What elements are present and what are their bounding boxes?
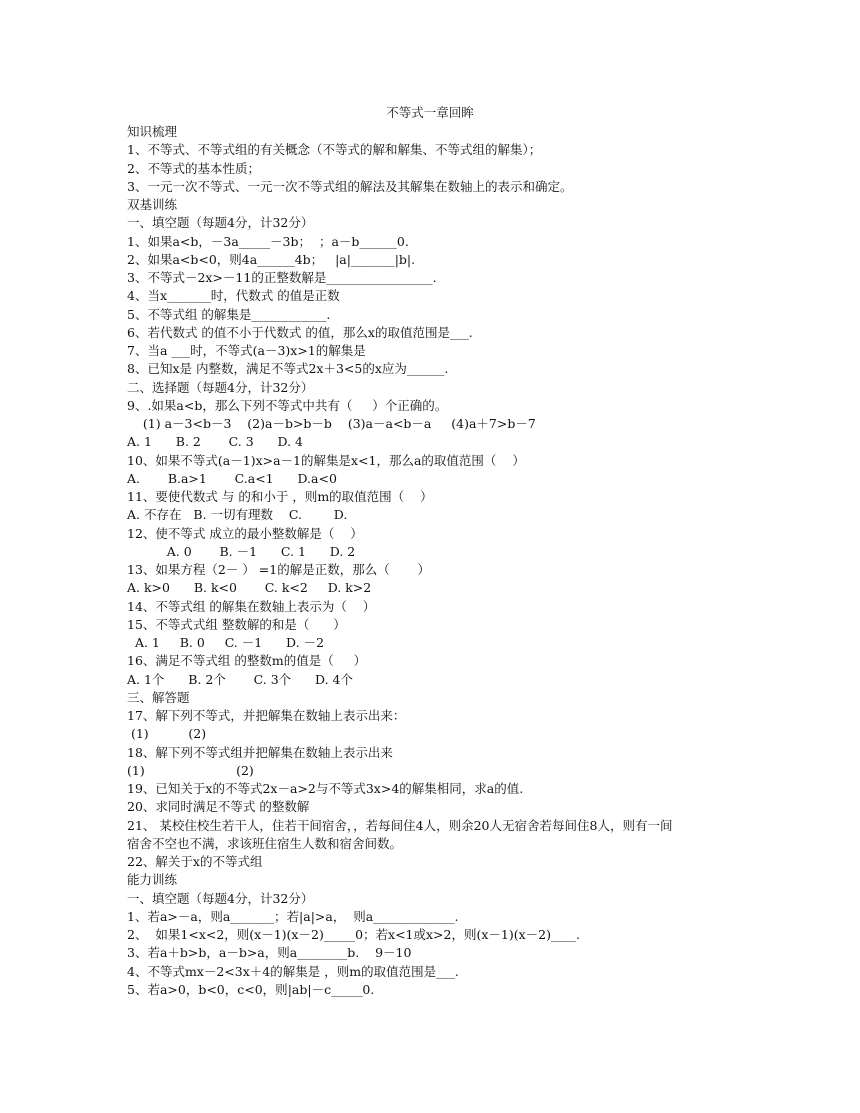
text-line: A. 1个 B. 2个 C. 3个 D. 4个: [127, 671, 354, 687]
text-line: 宿舍不空也不满，求该班住宿生人数和宿舍间数。: [127, 835, 403, 851]
text-line: (1) a－3<b－3 (2)a－b>b－b (3)a－a<b－a (4)a＋7>b－7: [127, 416, 536, 431]
text-line: 知识梳理: [127, 124, 178, 139]
text-line: 12、使不等式 成立的最小整数解是（ ）: [127, 525, 363, 541]
text-line: 22、解关于x的不等式组: [127, 854, 263, 869]
text-line: 3、若a＋b>b，a－b>a，则a________b. 9－10: [127, 945, 412, 961]
text-line: 2、不等式的基本性质；: [127, 160, 260, 176]
text-line: 10、如果不等式(a－1)x>a－1的解集是x<1，那么a的取值范围（ ）: [127, 452, 525, 468]
text-line: 11、要使代数式 与 的和小于 ，则m的取值范围（ ）: [127, 489, 433, 504]
text-line: 3、不等式－2x>－11的正整数解是_________________.: [127, 270, 437, 285]
text-line: 14、不等式组 的解集在数轴上表示为（ ）: [127, 598, 376, 614]
text-line: 6、若代数式 的值不小于代数式 的值，那么x的取值范围是___.: [127, 324, 473, 340]
text-line: A. 1 B. 0 C. －1 D. －2: [127, 635, 325, 650]
text-line: 能力训练: [127, 872, 178, 888]
text-line: 3、一元一次不等式、一元一次不等式组的解法及其解集在数轴上的表示和确定。: [127, 178, 573, 194]
document-title: 不等式一章回眸: [386, 105, 474, 120]
text-line: 17、解下列不等式，并把解集在数轴上表示出来：: [127, 708, 406, 723]
text-line: 16、满足不等式组 的整数m的值是（ ）: [127, 653, 367, 669]
text-line: 1、如果a<b，－3a_____－3b； ；a－b______0.: [127, 233, 409, 249]
text-line: 4、不等式mx－2<3x＋4的解集是 ，则m的取值范围是___.: [127, 963, 459, 979]
text-line: 双基训练: [127, 197, 178, 212]
text-line: 1、若a>－a，则a_______；若|a|>a， 则a_____________.: [127, 908, 459, 924]
text-line: 5、不等式组 的解集是____________.: [127, 306, 331, 322]
text-line: A. B.a>1 C.a<1 D.a<0: [127, 470, 337, 486]
text-line: 8、已知x是 内整数，满足不等式2x＋3<5的x应为______.: [127, 361, 449, 377]
text-line: A. 1 B. 2 C. 3 D. 4: [127, 434, 304, 450]
text-line: A. 0 B. －1 C. 1 D. 2: [127, 543, 356, 559]
document-body: [127, 123, 847, 999]
text-line: (1) (2): [127, 762, 254, 778]
text-line: (1) (2): [127, 726, 207, 742]
text-line: 7、当a ___时，不等式(a－3)x>1的解集是: [127, 343, 366, 358]
text-line: 2、如果a<b<0，则4a______4b； |a|_______|b|.: [127, 251, 416, 267]
text-line: 19、已知关于x的不等式2x－a>2与不等式3x>4的解集相同，求a的值.: [127, 781, 524, 796]
text-line: 20、求同时满足不等式 的整数解: [127, 799, 310, 815]
text-line: 2、 如果1<x<2，则(x－1)(x－2)_____0；若x<1或x>2，则(x－1)(x－2)____.: [127, 927, 580, 942]
text-line: 5、若a>0，b<0，c<0，则|ab|－c_____0.: [127, 981, 375, 997]
text-line: 13、如果方程（2－ ） =1的解是正数，那么（ ）: [127, 562, 431, 577]
text-line: 9、.如果a<b，那么下列不等式中共有（ ）个正确的。: [127, 397, 448, 413]
text-line: A. 不存在 B. 一切有理数 C. D.: [127, 507, 348, 523]
text-line: 二、选择题（每题4分，计32分）: [127, 379, 314, 395]
text-line: 15、不等式式组 整数解的和是（ ）: [127, 616, 346, 632]
text-line: 18、解下列不等式组并把解集在数轴上表示出来: [127, 744, 393, 760]
text-line: 1、不等式、不等式组的有关概念（不等式的解和解集、不等式组的解集）；: [127, 142, 542, 158]
text-line: 4、当x_______时，代数式 的值是正数: [127, 288, 340, 304]
text-line: 三、解答题: [127, 689, 190, 705]
text-line: 21、 某校住校生若干人，住若干间宿舍，，若每间住4人，则余20人无宿舍若每间住8人，则有一间: [127, 817, 673, 833]
text-line: 一、填空题（每题4分，计32分）: [127, 215, 314, 231]
text-line: 一、填空题（每题4分，计32分）: [127, 890, 314, 906]
text-line: A. k>0 B. k<0 C. k<2 D. k>2: [127, 580, 372, 596]
